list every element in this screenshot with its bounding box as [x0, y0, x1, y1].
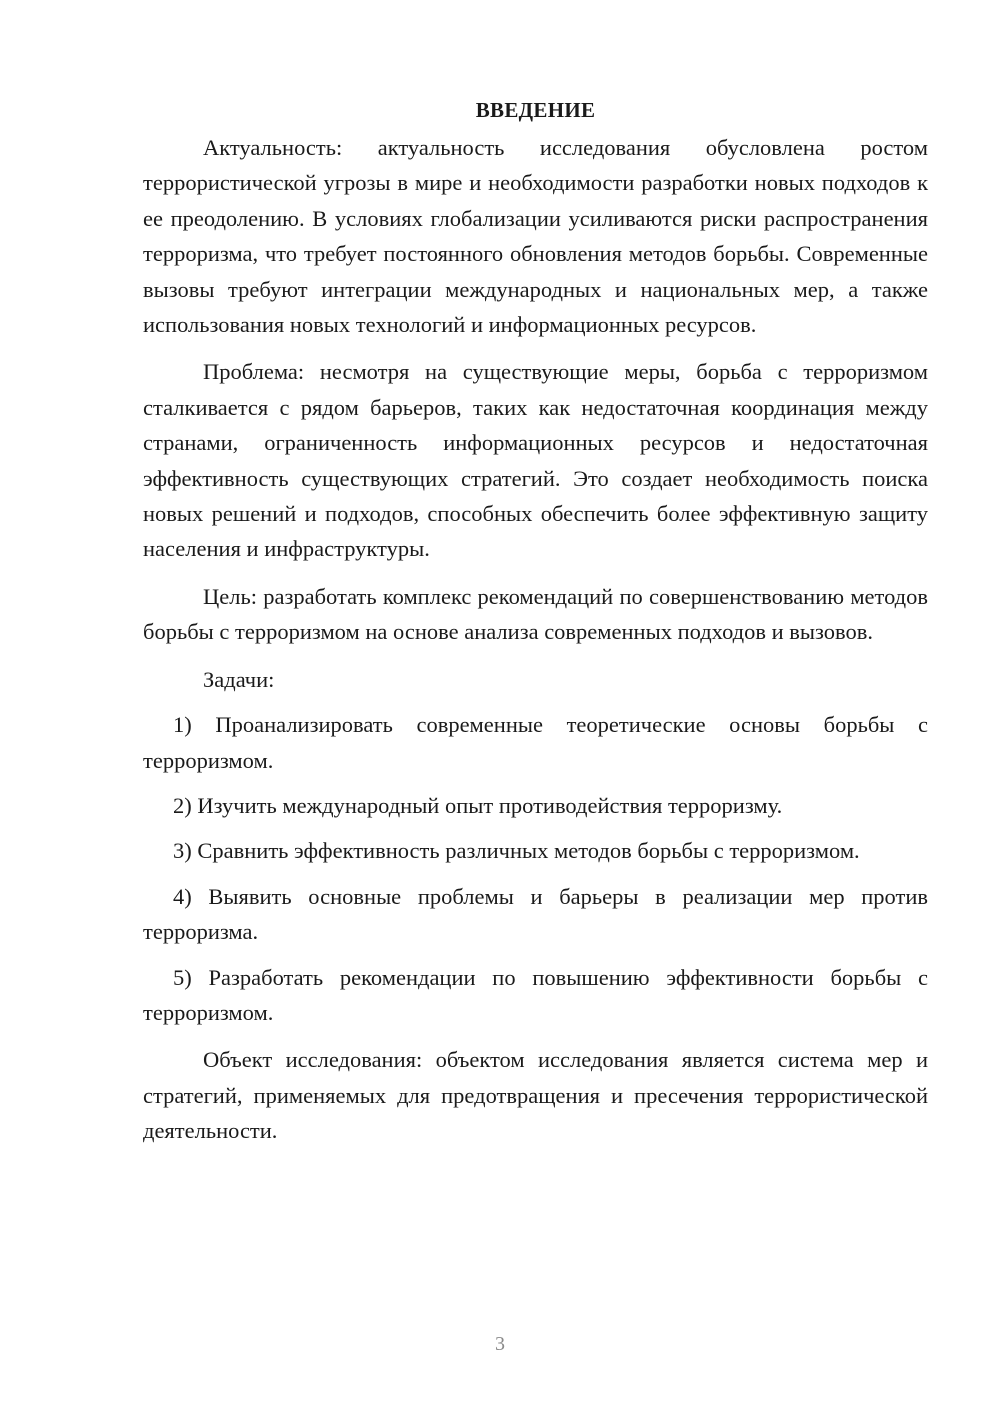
task-item: 2) Изучить международный опыт противодействия терроризму. [173, 792, 783, 818]
problem-paragraph: Проблема: несмотря на существующие меры, борьба с терроризмом сталкивается с рядом барьеров, таких как недостаточная координация между странами, ограниченность информационных ресурсов и недостаточная эффективность существующих стратегий. Это создает необходимость поиска новых решений и подходов, способных обеспечить более эффективную защиту населения и инфраструктуры. [143, 359, 928, 562]
goal-paragraph: Цель: разработать комплекс рекомендаций по совершенствованию методов борьбы с терроризмом на основе анализа современных подходов и вызовов. [143, 583, 928, 645]
task-item: 4) Выявить основные проблемы и барьеры в реализации мер против терроризма. [143, 883, 928, 945]
page-number: 3 [495, 1333, 505, 1355]
section-title: ВВЕДЕНИЕ [475, 98, 596, 122]
tasks-heading: Задачи: [203, 666, 275, 692]
task-item: 1) Проанализировать современные теоретические основы борьбы с терроризмом. [143, 712, 928, 773]
relevance-paragraph: Актуальность: актуальность исследования обусловлена ростом террористической угрозы в мире и необходимости разработки новых подходов к ее преодолению. В условиях глобализации усиливаются риски распространения терроризма, что требует постоянного обновления методов борьбы. Современные вызовы требуют интеграции международных и национальных мер, а также использования новых технологий и информационных ресурсов. [143, 135, 928, 338]
object-paragraph: Объект исследования: объектом исследования является система мер и стратегий, применяемых для предотвращения и пресечения террористической деятельности. [143, 1047, 928, 1144]
task-item: 5) Разработать рекомендации по повышению эффективности борьбы с терроризмом. [143, 964, 928, 1025]
task-item: 3) Сравнить эффективность различных методов борьбы с терроризмом. [173, 838, 860, 864]
page-content [143, 93, 928, 1149]
tasks-list [143, 707, 928, 1030]
